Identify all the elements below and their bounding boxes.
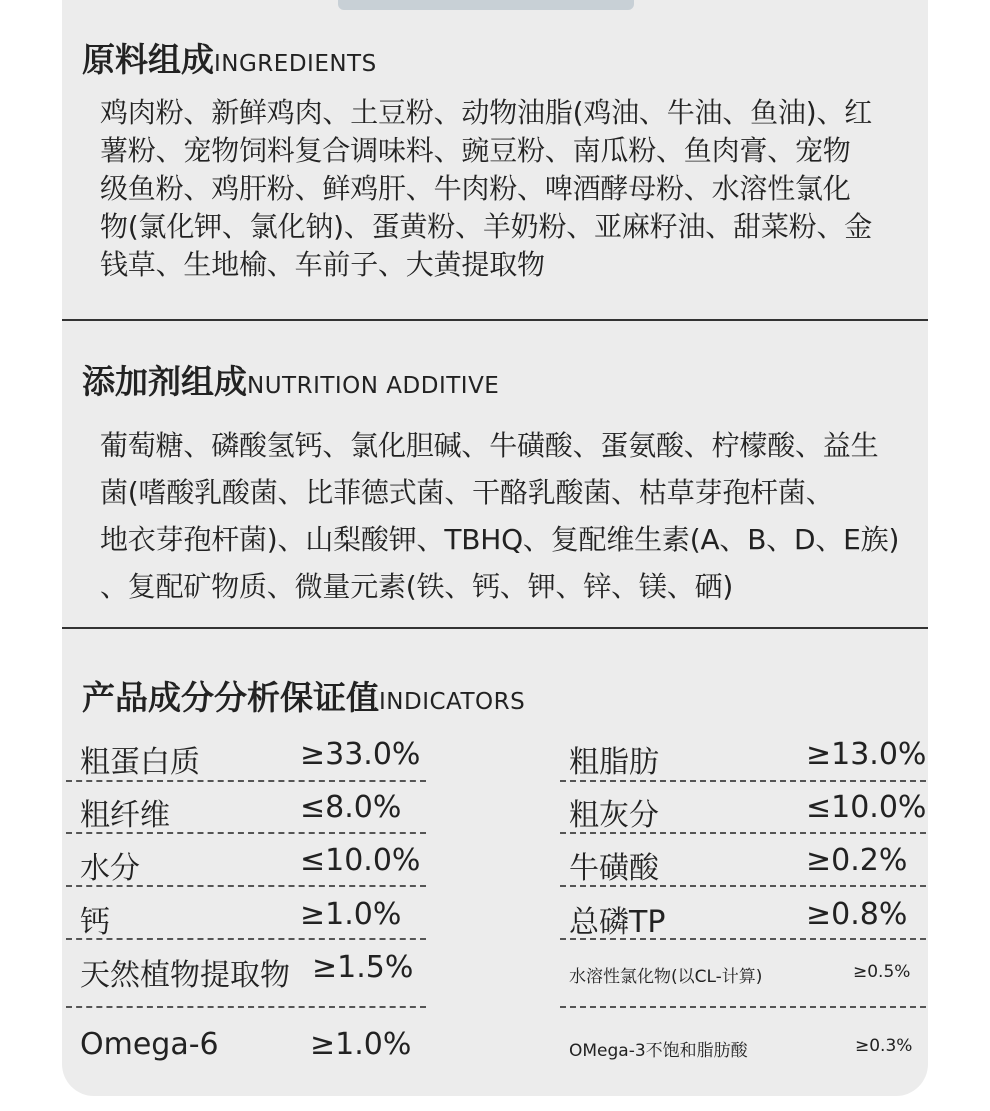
indicator-label: 水溶性氯化物(以CL-计算) [569,967,763,987]
ingredients-heading [82,34,377,81]
indicator-label: 粗灰分 [569,798,659,833]
row-divider [66,832,426,834]
section-divider [62,319,928,321]
indicator-value: ≥1.0% [300,897,402,932]
indicator-value: ≤8.0% [300,790,402,825]
ingredients-line: 鸡肉粉、新鲜鸡肉、土豆粉、动物油脂(鸡油、牛油、鱼油)、红 [100,96,873,129]
indicators-title-zh: 产品成分分析保证值 [82,678,379,717]
indicator-label: Omega-6 [80,1027,219,1062]
row-divider [560,780,926,782]
additives-text [100,422,899,610]
top-image-edge [338,0,634,10]
additives-line: 菌(嗜酸乳酸菌、比菲德式菌、干酪乳酸菌、枯草芽孢杆菌、 [100,476,834,509]
indicator-label: OMega-3不饱和脂肪酸 [569,1041,748,1061]
additives-line: 地衣芽孢杆菌)、山梨酸钾、TBHQ、复配维生素(A、B、D、E族) [100,523,900,556]
indicator-value: ≥33.0% [300,737,421,772]
additives-line: 葡萄糖、磷酸氢钙、氯化胆碱、牛磺酸、蛋氨酸、柠檬酸、益生 [100,429,879,462]
indicator-label: 粗纤维 [80,798,170,833]
ingredients-line: 级鱼粉、鸡肝粉、鲜鸡肝、牛肉粉、啤酒酵母粉、水溶性氯化 [100,172,851,205]
indicator-value: ≥0.3% [855,1036,913,1056]
row-divider [66,938,426,940]
ingredients-text [100,94,872,284]
ingredients-title-zh: 原料组成 [82,40,214,79]
row-divider [560,1006,926,1008]
indicator-value: ≥0.2% [806,843,908,878]
indicator-label: 粗蛋白质 [80,745,200,780]
additives-title-en: NUTRITION ADDITIVE [247,373,500,399]
indicator-value: ≥0.5% [853,962,911,982]
indicator-value: ≥13.0% [806,737,927,772]
indicator-value: ≥1.5% [312,950,414,985]
row-divider [66,885,426,887]
section-divider [62,627,928,629]
ingredients-line: 物(氯化钾、氯化钠)、蛋黄粉、羊奶粉、亚麻籽油、甜菜粉、金 [100,210,873,243]
indicator-label: 水分 [80,851,140,886]
row-divider [560,885,926,887]
indicators-title-en: INDICATORS [379,689,526,715]
row-divider [66,780,426,782]
additives-title-zh: 添加剂组成 [82,362,247,401]
ingredients-title-en: INGREDIENTS [214,51,377,77]
additives-heading [82,356,499,403]
row-divider [560,938,926,940]
row-divider [66,1006,426,1008]
ingredients-line: 钱草、生地榆、车前子、大黄提取物 [100,248,545,281]
indicator-value: ≤10.0% [300,843,421,878]
additives-line: 、复配矿物质、微量元素(铁、钙、钾、锌、镁、硒) [100,570,734,603]
ingredients-line: 薯粉、宠物饲料复合调味料、豌豆粉、南瓜粉、鱼肉膏、宠物 [100,134,851,167]
row-divider [560,832,926,834]
indicator-label: 牛磺酸 [569,851,659,886]
indicator-label: 总磷TP [569,905,666,940]
indicator-value: ≤10.0% [806,790,927,825]
indicators-heading [82,672,525,719]
indicator-value: ≥1.0% [310,1027,412,1062]
indicator-label: 钙 [80,905,110,940]
indicator-value: ≥0.8% [806,897,908,932]
indicator-label: 天然植物提取物 [80,958,290,993]
indicator-label: 粗脂肪 [569,745,659,780]
